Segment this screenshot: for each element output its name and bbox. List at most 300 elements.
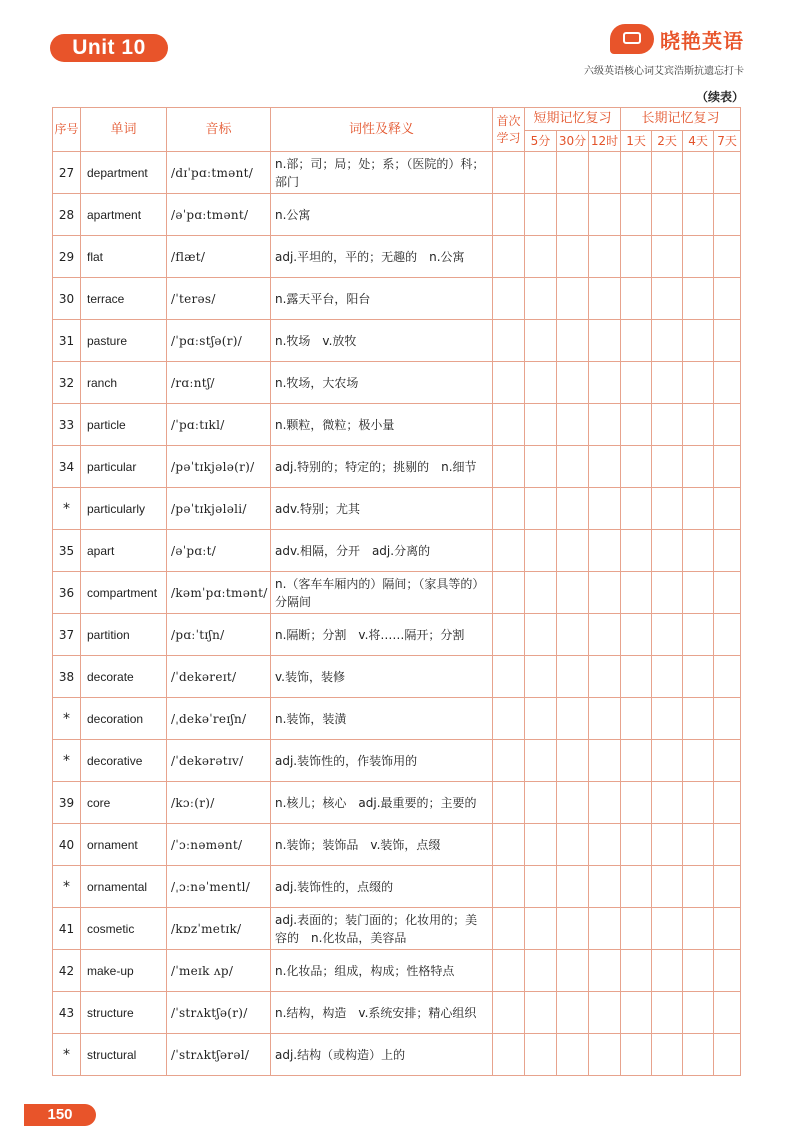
review-checkbox-cell[interactable] xyxy=(493,446,525,488)
row-index: 38 xyxy=(53,656,81,698)
row-phonetic: /ˈstrʌktʃə(r)/ xyxy=(167,992,271,1034)
review-checkbox-cell[interactable] xyxy=(714,614,741,656)
row-phonetic: /kɒzˈmetɪk/ xyxy=(167,908,271,950)
header-long-1day: 1天 xyxy=(621,131,652,152)
table-row xyxy=(53,194,741,236)
review-checkbox-cell[interactable] xyxy=(621,404,652,446)
row-index: * xyxy=(53,488,81,530)
table-row xyxy=(53,866,741,908)
review-checkbox-cell[interactable] xyxy=(589,824,621,866)
review-checkbox-cell[interactable] xyxy=(652,152,683,194)
table-row xyxy=(53,740,741,782)
review-checkbox-cell[interactable] xyxy=(714,656,741,698)
review-checkbox-cell[interactable] xyxy=(714,446,741,488)
brand-name: 晓艳英语 xyxy=(660,28,744,53)
review-checkbox-cell[interactable] xyxy=(683,572,714,614)
table-row xyxy=(53,530,741,572)
review-checkbox-cell[interactable] xyxy=(621,824,652,866)
review-checkbox-cell[interactable] xyxy=(525,152,557,194)
review-checkbox-cell[interactable] xyxy=(557,908,589,950)
table-row xyxy=(53,824,741,866)
review-checkbox-cell[interactable] xyxy=(621,572,652,614)
table-row xyxy=(53,446,741,488)
review-checkbox-cell[interactable] xyxy=(493,824,525,866)
review-checkbox-cell[interactable] xyxy=(714,278,741,320)
review-checkbox-cell[interactable] xyxy=(589,740,621,782)
review-checkbox-cell[interactable] xyxy=(525,572,557,614)
header-first-study: 首次学习 xyxy=(493,108,525,152)
row-word: ornamental xyxy=(81,866,167,908)
review-checkbox-cell[interactable] xyxy=(714,236,741,278)
row-word: partition xyxy=(81,614,167,656)
row-word: cosmetic xyxy=(81,908,167,950)
review-checkbox-cell[interactable] xyxy=(589,1034,621,1076)
review-checkbox-cell[interactable] xyxy=(652,824,683,866)
review-checkbox-cell[interactable] xyxy=(589,194,621,236)
review-checkbox-cell[interactable] xyxy=(589,614,621,656)
review-checkbox-cell[interactable] xyxy=(525,698,557,740)
continued-label: （续表） xyxy=(695,90,744,104)
review-checkbox-cell[interactable] xyxy=(652,488,683,530)
table-row xyxy=(53,992,741,1034)
row-definition: n.隔断；分割 v.将……隔开；分割 xyxy=(271,614,493,656)
row-phonetic: /flæt/ xyxy=(167,236,271,278)
review-checkbox-cell[interactable] xyxy=(557,950,589,992)
review-checkbox-cell[interactable] xyxy=(683,488,714,530)
review-checkbox-cell[interactable] xyxy=(683,950,714,992)
header-phonetic: 音标 xyxy=(167,108,271,152)
review-checkbox-cell[interactable] xyxy=(493,320,525,362)
review-checkbox-cell[interactable] xyxy=(525,530,557,572)
review-checkbox-cell[interactable] xyxy=(525,236,557,278)
row-word: particularly xyxy=(81,488,167,530)
row-phonetic: /ˈdekəreɪt/ xyxy=(167,656,271,698)
row-phonetic: /ˈɔːnəmənt/ xyxy=(167,824,271,866)
row-index: 30 xyxy=(53,278,81,320)
review-checkbox-cell[interactable] xyxy=(525,446,557,488)
row-index: 40 xyxy=(53,824,81,866)
header-long-7day: 7天 xyxy=(714,131,741,152)
row-phonetic: /əˈpɑːtmənt/ xyxy=(167,194,271,236)
review-checkbox-cell[interactable] xyxy=(714,992,741,1034)
row-phonetic: /dɪˈpɑːtmənt/ xyxy=(167,152,271,194)
row-definition: adj.表面的；装门面的；化妆用的；美容的 n.化妆品，美容品 xyxy=(271,908,493,950)
review-checkbox-cell[interactable] xyxy=(557,992,589,1034)
review-checkbox-cell[interactable] xyxy=(652,530,683,572)
row-index: * xyxy=(53,1034,81,1076)
row-index: 27 xyxy=(53,152,81,194)
review-checkbox-cell[interactable] xyxy=(493,488,525,530)
row-definition: adv.特别；尤其 xyxy=(271,488,493,530)
review-checkbox-cell[interactable] xyxy=(525,950,557,992)
review-checkbox-cell[interactable] xyxy=(493,362,525,404)
row-definition: v.装饰，装修 xyxy=(271,656,493,698)
row-word: compartment xyxy=(81,572,167,614)
row-word: pasture xyxy=(81,320,167,362)
table-row xyxy=(53,572,741,614)
row-word: ornament xyxy=(81,824,167,866)
review-checkbox-cell[interactable] xyxy=(683,866,714,908)
review-checkbox-cell[interactable] xyxy=(652,782,683,824)
table-row xyxy=(53,908,741,950)
review-checkbox-cell[interactable] xyxy=(493,572,525,614)
header-short-30min: 30分 xyxy=(557,131,589,152)
row-word: structural xyxy=(81,1034,167,1076)
review-checkbox-cell[interactable] xyxy=(557,404,589,446)
row-word: flat xyxy=(81,236,167,278)
review-checkbox-cell[interactable] xyxy=(557,278,589,320)
review-checkbox-cell[interactable] xyxy=(525,1034,557,1076)
row-definition: n.颗粒，微粒；极小量 xyxy=(271,404,493,446)
vocabulary-table xyxy=(52,107,741,1076)
review-checkbox-cell[interactable] xyxy=(714,782,741,824)
review-checkbox-cell[interactable] xyxy=(652,236,683,278)
review-checkbox-cell[interactable] xyxy=(621,866,652,908)
review-checkbox-cell[interactable] xyxy=(557,656,589,698)
review-checkbox-cell[interactable] xyxy=(621,950,652,992)
review-checkbox-cell[interactable] xyxy=(621,1034,652,1076)
table-row xyxy=(53,1034,741,1076)
review-checkbox-cell[interactable] xyxy=(621,236,652,278)
review-checkbox-cell[interactable] xyxy=(493,950,525,992)
header-index: 序号 xyxy=(53,108,81,152)
review-checkbox-cell[interactable] xyxy=(557,488,589,530)
review-checkbox-cell[interactable] xyxy=(525,740,557,782)
table-row xyxy=(53,782,741,824)
review-checkbox-cell[interactable] xyxy=(683,824,714,866)
row-definition: adj.装饰性的，点缀的 xyxy=(271,866,493,908)
review-checkbox-cell[interactable] xyxy=(683,152,714,194)
header-word: 单词 xyxy=(81,108,167,152)
review-checkbox-cell[interactable] xyxy=(652,572,683,614)
review-checkbox-cell[interactable] xyxy=(683,446,714,488)
row-index: 37 xyxy=(53,614,81,656)
review-checkbox-cell[interactable] xyxy=(652,866,683,908)
review-checkbox-cell[interactable] xyxy=(683,278,714,320)
review-checkbox-cell[interactable] xyxy=(557,866,589,908)
row-phonetic: /kəmˈpɑːtmənt/ xyxy=(167,572,271,614)
review-checkbox-cell[interactable] xyxy=(621,320,652,362)
row-index: 36 xyxy=(53,572,81,614)
review-checkbox-cell[interactable] xyxy=(683,614,714,656)
review-checkbox-cell[interactable] xyxy=(683,530,714,572)
table-row xyxy=(53,698,741,740)
review-checkbox-cell[interactable] xyxy=(714,530,741,572)
review-checkbox-cell[interactable] xyxy=(589,698,621,740)
review-checkbox-cell[interactable] xyxy=(714,194,741,236)
header-long-review: 长期记忆复习 xyxy=(621,108,741,131)
review-checkbox-cell[interactable] xyxy=(493,404,525,446)
row-word: decorative xyxy=(81,740,167,782)
row-word: particle xyxy=(81,404,167,446)
review-checkbox-cell[interactable] xyxy=(493,152,525,194)
row-phonetic: /pɑːˈtɪʃn/ xyxy=(167,614,271,656)
table-row xyxy=(53,362,741,404)
review-checkbox-cell[interactable] xyxy=(589,866,621,908)
row-phonetic: /pəˈtɪkjələli/ xyxy=(167,488,271,530)
review-checkbox-cell[interactable] xyxy=(621,782,652,824)
review-checkbox-cell[interactable] xyxy=(683,782,714,824)
review-checkbox-cell[interactable] xyxy=(621,488,652,530)
review-checkbox-cell[interactable] xyxy=(683,320,714,362)
review-checkbox-cell[interactable] xyxy=(589,656,621,698)
review-checkbox-cell[interactable] xyxy=(714,866,741,908)
row-definition: n.牧场 v.放牧 xyxy=(271,320,493,362)
page-number: 150 xyxy=(24,1104,96,1126)
review-checkbox-cell[interactable] xyxy=(589,908,621,950)
review-checkbox-cell[interactable] xyxy=(621,446,652,488)
review-checkbox-cell[interactable] xyxy=(557,824,589,866)
review-checkbox-cell[interactable] xyxy=(714,824,741,866)
review-checkbox-cell[interactable] xyxy=(493,194,525,236)
review-checkbox-cell[interactable] xyxy=(683,992,714,1034)
table-row xyxy=(53,656,741,698)
review-checkbox-cell[interactable] xyxy=(621,194,652,236)
review-checkbox-cell[interactable] xyxy=(683,1034,714,1076)
review-checkbox-cell[interactable] xyxy=(525,908,557,950)
review-checkbox-cell[interactable] xyxy=(589,530,621,572)
review-checkbox-cell[interactable] xyxy=(525,404,557,446)
review-checkbox-cell[interactable] xyxy=(714,488,741,530)
review-checkbox-cell[interactable] xyxy=(714,740,741,782)
row-phonetic: /ˈdekərətɪv/ xyxy=(167,740,271,782)
book-subtitle: 六级英语核心词艾宾浩斯抗遗忘打卡 xyxy=(584,66,744,77)
review-checkbox-cell[interactable] xyxy=(589,362,621,404)
review-checkbox-cell[interactable] xyxy=(683,404,714,446)
row-word: make-up xyxy=(81,950,167,992)
header-short-review: 短期记忆复习 xyxy=(525,108,621,131)
unit-badge: Unit 10 xyxy=(50,34,168,62)
review-checkbox-cell[interactable] xyxy=(493,698,525,740)
row-definition: adj.装饰性的，作装饰用的 xyxy=(271,740,493,782)
review-checkbox-cell[interactable] xyxy=(652,698,683,740)
row-phonetic: /kɔː(r)/ xyxy=(167,782,271,824)
row-definition: n.部；司；局；处；系；（医院的）科；部门 xyxy=(271,152,493,194)
review-checkbox-cell[interactable] xyxy=(493,278,525,320)
review-checkbox-cell[interactable] xyxy=(621,992,652,1034)
table-row xyxy=(53,236,741,278)
review-checkbox-cell[interactable] xyxy=(683,656,714,698)
review-checkbox-cell[interactable] xyxy=(525,782,557,824)
row-phonetic: /əˈpɑːt/ xyxy=(167,530,271,572)
header-definition: 词性及释义 xyxy=(271,108,493,152)
review-checkbox-cell[interactable] xyxy=(589,236,621,278)
review-checkbox-cell[interactable] xyxy=(589,992,621,1034)
row-word: terrace xyxy=(81,278,167,320)
review-checkbox-cell[interactable] xyxy=(683,908,714,950)
row-phonetic: /ˈstrʌktʃərəl/ xyxy=(167,1034,271,1076)
row-definition: n.装饰，装潢 xyxy=(271,698,493,740)
header-short-5min: 5分 xyxy=(525,131,557,152)
row-word: decoration xyxy=(81,698,167,740)
review-checkbox-cell[interactable] xyxy=(621,656,652,698)
review-checkbox-cell[interactable] xyxy=(652,950,683,992)
review-checkbox-cell[interactable] xyxy=(714,152,741,194)
review-checkbox-cell[interactable] xyxy=(557,446,589,488)
row-index: 28 xyxy=(53,194,81,236)
row-definition: n.化妆品；组成，构成；性格特点 xyxy=(271,950,493,992)
review-checkbox-cell[interactable] xyxy=(714,362,741,404)
review-checkbox-cell[interactable] xyxy=(557,530,589,572)
review-checkbox-cell[interactable] xyxy=(652,1034,683,1076)
review-checkbox-cell[interactable] xyxy=(525,866,557,908)
review-checkbox-cell[interactable] xyxy=(652,278,683,320)
review-checkbox-cell[interactable] xyxy=(652,992,683,1034)
row-index: 33 xyxy=(53,404,81,446)
row-phonetic: /ˈterəs/ xyxy=(167,278,271,320)
review-checkbox-cell[interactable] xyxy=(621,152,652,194)
row-definition: n.公寓 xyxy=(271,194,493,236)
review-checkbox-cell[interactable] xyxy=(652,656,683,698)
review-checkbox-cell[interactable] xyxy=(493,908,525,950)
review-checkbox-cell[interactable] xyxy=(589,488,621,530)
row-phonetic: /pəˈtɪkjələ(r)/ xyxy=(167,446,271,488)
review-checkbox-cell[interactable] xyxy=(621,530,652,572)
row-phonetic: /ˈpɑːstʃə(r)/ xyxy=(167,320,271,362)
review-checkbox-cell[interactable] xyxy=(714,1034,741,1076)
row-index: 35 xyxy=(53,530,81,572)
review-checkbox-cell[interactable] xyxy=(714,950,741,992)
review-checkbox-cell[interactable] xyxy=(589,320,621,362)
review-checkbox-cell[interactable] xyxy=(621,278,652,320)
review-checkbox-cell[interactable] xyxy=(493,656,525,698)
row-index: 41 xyxy=(53,908,81,950)
review-checkbox-cell[interactable] xyxy=(493,530,525,572)
review-checkbox-cell[interactable] xyxy=(557,572,589,614)
review-checkbox-cell[interactable] xyxy=(652,320,683,362)
review-checkbox-cell[interactable] xyxy=(589,278,621,320)
table-row xyxy=(53,404,741,446)
review-checkbox-cell[interactable] xyxy=(557,320,589,362)
review-checkbox-cell[interactable] xyxy=(493,1034,525,1076)
review-checkbox-cell[interactable] xyxy=(683,194,714,236)
row-word: apartment xyxy=(81,194,167,236)
review-checkbox-cell[interactable] xyxy=(525,614,557,656)
row-definition: n.牧场，大农场 xyxy=(271,362,493,404)
brand-logo-icon xyxy=(610,24,654,54)
review-checkbox-cell[interactable] xyxy=(652,740,683,782)
review-checkbox-cell[interactable] xyxy=(525,824,557,866)
row-index: 43 xyxy=(53,992,81,1034)
row-index: 39 xyxy=(53,782,81,824)
review-checkbox-cell[interactable] xyxy=(652,908,683,950)
review-checkbox-cell[interactable] xyxy=(714,320,741,362)
brand xyxy=(610,24,744,54)
review-checkbox-cell[interactable] xyxy=(525,194,557,236)
row-word: ranch xyxy=(81,362,167,404)
review-checkbox-cell[interactable] xyxy=(557,698,589,740)
review-checkbox-cell[interactable] xyxy=(557,782,589,824)
review-checkbox-cell[interactable] xyxy=(493,782,525,824)
table-row xyxy=(53,950,741,992)
review-checkbox-cell[interactable] xyxy=(525,992,557,1034)
review-checkbox-cell[interactable] xyxy=(589,572,621,614)
row-definition: adj.结构（或构造）上的 xyxy=(271,1034,493,1076)
review-checkbox-cell[interactable] xyxy=(714,572,741,614)
row-definition: n.结构，构造 v.系统安排；精心组织 xyxy=(271,992,493,1034)
review-checkbox-cell[interactable] xyxy=(557,236,589,278)
row-index: 29 xyxy=(53,236,81,278)
review-checkbox-cell[interactable] xyxy=(683,236,714,278)
review-checkbox-cell[interactable] xyxy=(714,698,741,740)
review-checkbox-cell[interactable] xyxy=(621,698,652,740)
row-index: * xyxy=(53,866,81,908)
row-word: apart xyxy=(81,530,167,572)
review-checkbox-cell[interactable] xyxy=(557,740,589,782)
review-checkbox-cell[interactable] xyxy=(683,740,714,782)
review-checkbox-cell[interactable] xyxy=(557,614,589,656)
table-row xyxy=(53,320,741,362)
review-checkbox-cell[interactable] xyxy=(493,614,525,656)
review-checkbox-cell[interactable] xyxy=(652,404,683,446)
header-long-2day: 2天 xyxy=(652,131,683,152)
review-checkbox-cell[interactable] xyxy=(589,152,621,194)
review-checkbox-cell[interactable] xyxy=(525,362,557,404)
row-definition: adj.特别的；特定的；挑剔的 n.细节 xyxy=(271,446,493,488)
row-index: 32 xyxy=(53,362,81,404)
review-checkbox-cell[interactable] xyxy=(525,320,557,362)
row-index: * xyxy=(53,698,81,740)
review-checkbox-cell[interactable] xyxy=(493,992,525,1034)
review-checkbox-cell[interactable] xyxy=(493,866,525,908)
review-checkbox-cell[interactable] xyxy=(589,404,621,446)
review-checkbox-cell[interactable] xyxy=(621,740,652,782)
row-phonetic: /ˈmeɪk ʌp/ xyxy=(167,950,271,992)
row-index: 34 xyxy=(53,446,81,488)
row-definition: n.核儿；核心 adj.最重要的；主要的 xyxy=(271,782,493,824)
review-checkbox-cell[interactable] xyxy=(621,908,652,950)
review-checkbox-cell[interactable] xyxy=(589,950,621,992)
row-index: * xyxy=(53,740,81,782)
row-definition: adj.平坦的，平的；无趣的 n.公寓 xyxy=(271,236,493,278)
review-checkbox-cell[interactable] xyxy=(557,1034,589,1076)
review-checkbox-cell[interactable] xyxy=(652,194,683,236)
row-definition: n.装饰；装饰品 v.装饰，点缀 xyxy=(271,824,493,866)
review-checkbox-cell[interactable] xyxy=(525,488,557,530)
row-index: 31 xyxy=(53,320,81,362)
review-checkbox-cell[interactable] xyxy=(525,656,557,698)
review-checkbox-cell[interactable] xyxy=(557,362,589,404)
row-phonetic: /rɑːntʃ/ xyxy=(167,362,271,404)
table-row xyxy=(53,614,741,656)
review-checkbox-cell[interactable] xyxy=(652,362,683,404)
review-checkbox-cell[interactable] xyxy=(714,908,741,950)
header-short-12h: 12时 xyxy=(589,131,621,152)
review-checkbox-cell[interactable] xyxy=(621,362,652,404)
review-checkbox-cell[interactable] xyxy=(525,278,557,320)
review-checkbox-cell[interactable] xyxy=(683,698,714,740)
review-checkbox-cell[interactable] xyxy=(557,152,589,194)
review-checkbox-cell[interactable] xyxy=(652,614,683,656)
review-checkbox-cell[interactable] xyxy=(683,362,714,404)
review-checkbox-cell[interactable] xyxy=(493,740,525,782)
review-checkbox-cell[interactable] xyxy=(557,194,589,236)
row-definition: n.露天平台，阳台 xyxy=(271,278,493,320)
review-checkbox-cell[interactable] xyxy=(589,446,621,488)
row-phonetic: /ˌdekəˈreɪʃn/ xyxy=(167,698,271,740)
header-long-4day: 4天 xyxy=(683,131,714,152)
review-checkbox-cell[interactable] xyxy=(621,614,652,656)
row-word: core xyxy=(81,782,167,824)
row-phonetic: /ˈpɑːtɪkl/ xyxy=(167,404,271,446)
review-checkbox-cell[interactable] xyxy=(493,236,525,278)
row-word: structure xyxy=(81,992,167,1034)
review-checkbox-cell[interactable] xyxy=(714,404,741,446)
review-checkbox-cell[interactable] xyxy=(652,446,683,488)
row-word: particular xyxy=(81,446,167,488)
review-checkbox-cell[interactable] xyxy=(589,782,621,824)
table-row xyxy=(53,152,741,194)
